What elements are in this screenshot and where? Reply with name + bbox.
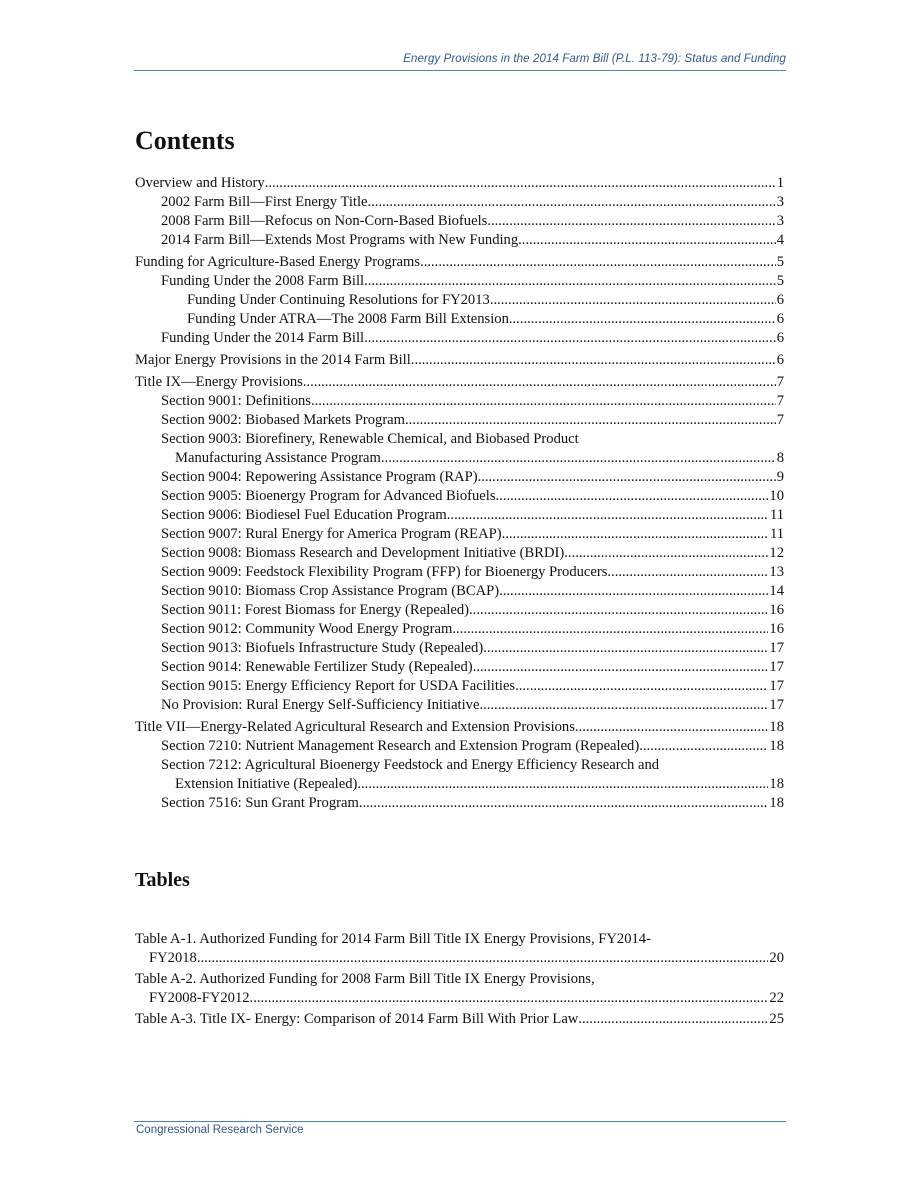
dot-leader [381,449,776,468]
page-number: 11 [769,526,784,542]
toc-entry[interactable] [135,620,784,639]
toc-entry[interactable] [135,677,784,696]
entry-title: Funding for Agriculture-Based Energy Programs [135,254,421,270]
toc-entry[interactable] [135,582,784,601]
entry-title: Section 7210: Nutrient Management Research and Extension Program (Repealed) [161,738,640,754]
entry-title: No Provision: Rural Energy Self-Sufficiency Initiative [161,697,480,713]
dot-leader [473,658,769,677]
entry-title: 2002 Farm Bill—First Energy Title [161,194,368,210]
entry-title: Section 9015: Energy Efficiency Report for USDA Facilities [161,678,516,694]
entry-title-continuation: Extension Initiative (Repealed) [175,776,358,792]
page-number: 7 [776,393,784,409]
dot-leader [364,329,776,348]
entry-title: Section 9009: Feedstock Flexibility Program (FFP) for Bioenergy Producers [161,564,608,580]
entry-title-continuation-line [161,449,784,468]
dot-leader [250,989,769,1008]
toc-entry[interactable] [135,272,784,291]
header-rule [134,70,786,71]
entry-title: Table A-1. Authorized Funding for 2014 Farm Bill Title IX Energy Provisions, FY2014- [135,931,651,947]
page-number: 22 [769,990,784,1006]
toc-entry[interactable] [135,525,784,544]
dot-leader [479,696,768,715]
entry-title: Section 9006: Biodiesel Fuel Education Program [161,507,447,523]
dot-leader [607,563,768,582]
entry-title-continuation: Manufacturing Assistance Program [175,450,381,466]
entry-title: Section 9010: Biomass Crop Assistance Program (BCAP) [161,583,500,599]
dot-leader [359,794,769,813]
dot-leader [639,737,768,756]
page-number: 6 [776,292,784,308]
entry-title: Title VII—Energy-Related Agricultural Research and Extension Provisions [135,719,575,735]
page-number: 11 [769,507,784,523]
dot-leader [564,544,768,563]
dot-leader [496,487,769,506]
dot-leader [420,253,776,272]
toc-entry[interactable] [135,718,784,737]
entry-title-continuation-line [135,989,784,1008]
toc-entry[interactable] [135,430,784,468]
page-number: 3 [776,194,784,210]
page-number: 5 [776,254,784,270]
entry-title: Table A-2. Authorized Funding for 2008 Farm Bill Title IX Energy Provisions, [135,971,595,987]
page-number: 18 [769,795,784,811]
page-number: 16 [769,621,784,637]
page-number: 5 [776,273,784,289]
toc-entry[interactable] [135,231,784,250]
entry-title-continuation-line [161,775,784,794]
dot-leader [197,949,769,968]
tables-list [135,930,784,1031]
entry-title: Section 7516: Sun Grant Program [161,795,359,811]
page-number: 18 [769,719,784,735]
page-number: 17 [769,678,784,694]
entry-title: Section 9012: Community Wood Energy Program [161,621,453,637]
page-number: 20 [769,950,784,966]
entry-title: Section 9011: Forest Biomass for Energy (Repealed) [161,602,470,618]
entry-title: Funding Under the 2008 Farm Bill [161,273,365,289]
entry-title: Major Energy Provisions in the 2014 Farm Bill [135,352,411,368]
page-number: 18 [769,776,784,792]
dot-leader [502,525,769,544]
toc-entry[interactable] [135,639,784,658]
toc-entry[interactable] [135,794,784,813]
page-number: 6 [776,311,784,327]
entry-title: Overview and History [135,175,265,191]
page-number: 10 [769,488,784,504]
toc-entry[interactable] [135,468,784,487]
dot-leader [265,174,776,193]
dot-leader [575,718,769,737]
dot-leader [578,1010,768,1029]
footer-rule [134,1121,786,1122]
dot-leader [509,310,776,329]
dot-leader [452,620,768,639]
footer-publisher: Congressional Research Service [136,1124,304,1136]
contents-heading: Contents [135,126,235,155]
page-number: 25 [769,1011,784,1027]
dot-leader [405,411,776,430]
entry-title-continuation: FY2018 [149,950,197,966]
toc-entry[interactable] [135,601,784,620]
toc-entry[interactable] [135,544,784,563]
toc-entry[interactable] [135,310,784,329]
dot-leader [364,272,776,291]
page-number: 18 [769,738,784,754]
page-number: 14 [769,583,784,599]
page-number: 8 [776,450,784,466]
page-number: 3 [776,213,784,229]
toc-entry[interactable] [135,563,784,582]
entry-title: Section 9007: Rural Energy for America Program (REAP) [161,526,502,542]
page-number: 13 [769,564,784,580]
entry-title: Section 9002: Biobased Markets Program [161,412,406,428]
page-number: 1 [776,175,784,191]
page-number: 4 [776,232,784,248]
dot-leader [411,351,776,370]
dot-leader [311,392,776,411]
toc-entry[interactable] [135,506,784,525]
page-number: 6 [776,352,784,368]
entry-title: Section 9001: Definitions [161,393,311,409]
dot-leader [469,601,768,620]
page-number: 6 [776,330,784,346]
page-number: 9 [776,469,784,485]
entry-title: Section 9014: Renewable Fertilizer Study (Repealed) [161,659,473,675]
entry-title-continuation-line [135,949,784,968]
page-number: 17 [769,697,784,713]
dot-leader [487,212,775,231]
entry-title: Funding Under ATRA—The 2008 Farm Bill Extension [187,311,509,327]
toc-entry[interactable] [135,174,784,193]
entry-title-continuation: FY2008-FY2012 [149,990,250,1006]
toc-entry[interactable] [135,487,784,506]
page-number: 17 [769,659,784,675]
toc-entry[interactable] [135,329,784,348]
dot-leader [447,506,769,525]
entry-title: Funding Under the 2014 Farm Bill [161,330,365,346]
toc-entry[interactable] [135,373,784,392]
page-number: 16 [769,602,784,618]
toc-entry[interactable] [135,392,784,411]
toc-entry[interactable] [135,253,784,272]
table-list-entry[interactable] [135,970,784,1008]
dot-leader [483,639,768,658]
entry-title: Section 9003: Biorefinery, Renewable Chemical, and Biobased Product [161,431,579,447]
dot-leader [368,193,776,212]
dot-leader [357,775,768,794]
entry-title: Funding Under Continuing Resolutions for FY2013 [187,292,490,308]
dot-leader [478,468,776,487]
toc-entry[interactable] [135,212,784,231]
dot-leader [499,582,768,601]
entry-title: 2014 Farm Bill—Extends Most Programs with New Funding [161,232,519,248]
entry-title: Section 9008: Biomass Research and Development Initiative (BRDI) [161,545,565,561]
toc-entry[interactable] [135,351,784,370]
page-number: 7 [776,412,784,428]
dot-leader [515,677,768,696]
toc-entry[interactable] [135,737,784,756]
entry-title: Title IX—Energy Provisions [135,374,303,390]
running-header: Energy Provisions in the 2014 Farm Bill (P.L. 113-79): Status and Funding [403,53,786,65]
entry-title: 2008 Farm Bill—Refocus on Non-Corn-Based Biofuels [161,213,488,229]
page-number: 7 [776,374,784,390]
toc-entry[interactable] [135,193,784,212]
dot-leader [518,231,776,250]
entry-title: Section 9005: Bioenergy Program for Advanced Biofuels [161,488,496,504]
dot-leader [303,373,776,392]
toc-entry[interactable] [135,411,784,430]
tables-heading: Tables [135,869,190,891]
entry-title: Section 9004: Repowering Assistance Program (RAP) [161,469,478,485]
table-list-entry[interactable] [135,1010,784,1029]
contents-list [135,171,784,813]
table-list-entry[interactable] [135,930,784,968]
entry-title: Section 9013: Biofuels Infrastructure Study (Repealed) [161,640,484,656]
dot-leader [490,291,776,310]
toc-entry[interactable] [135,756,784,794]
page-number: 12 [769,545,784,561]
toc-entry[interactable] [135,658,784,677]
entry-title: Table A-3. Title IX- Energy: Comparison of 2014 Farm Bill With Prior Law [135,1011,579,1027]
entry-title: Section 7212: Agricultural Bioenergy Feedstock and Energy Efficiency Research and [161,757,660,773]
toc-entry[interactable] [135,696,784,715]
toc-entry[interactable] [135,291,784,310]
page-number: 17 [769,640,784,656]
